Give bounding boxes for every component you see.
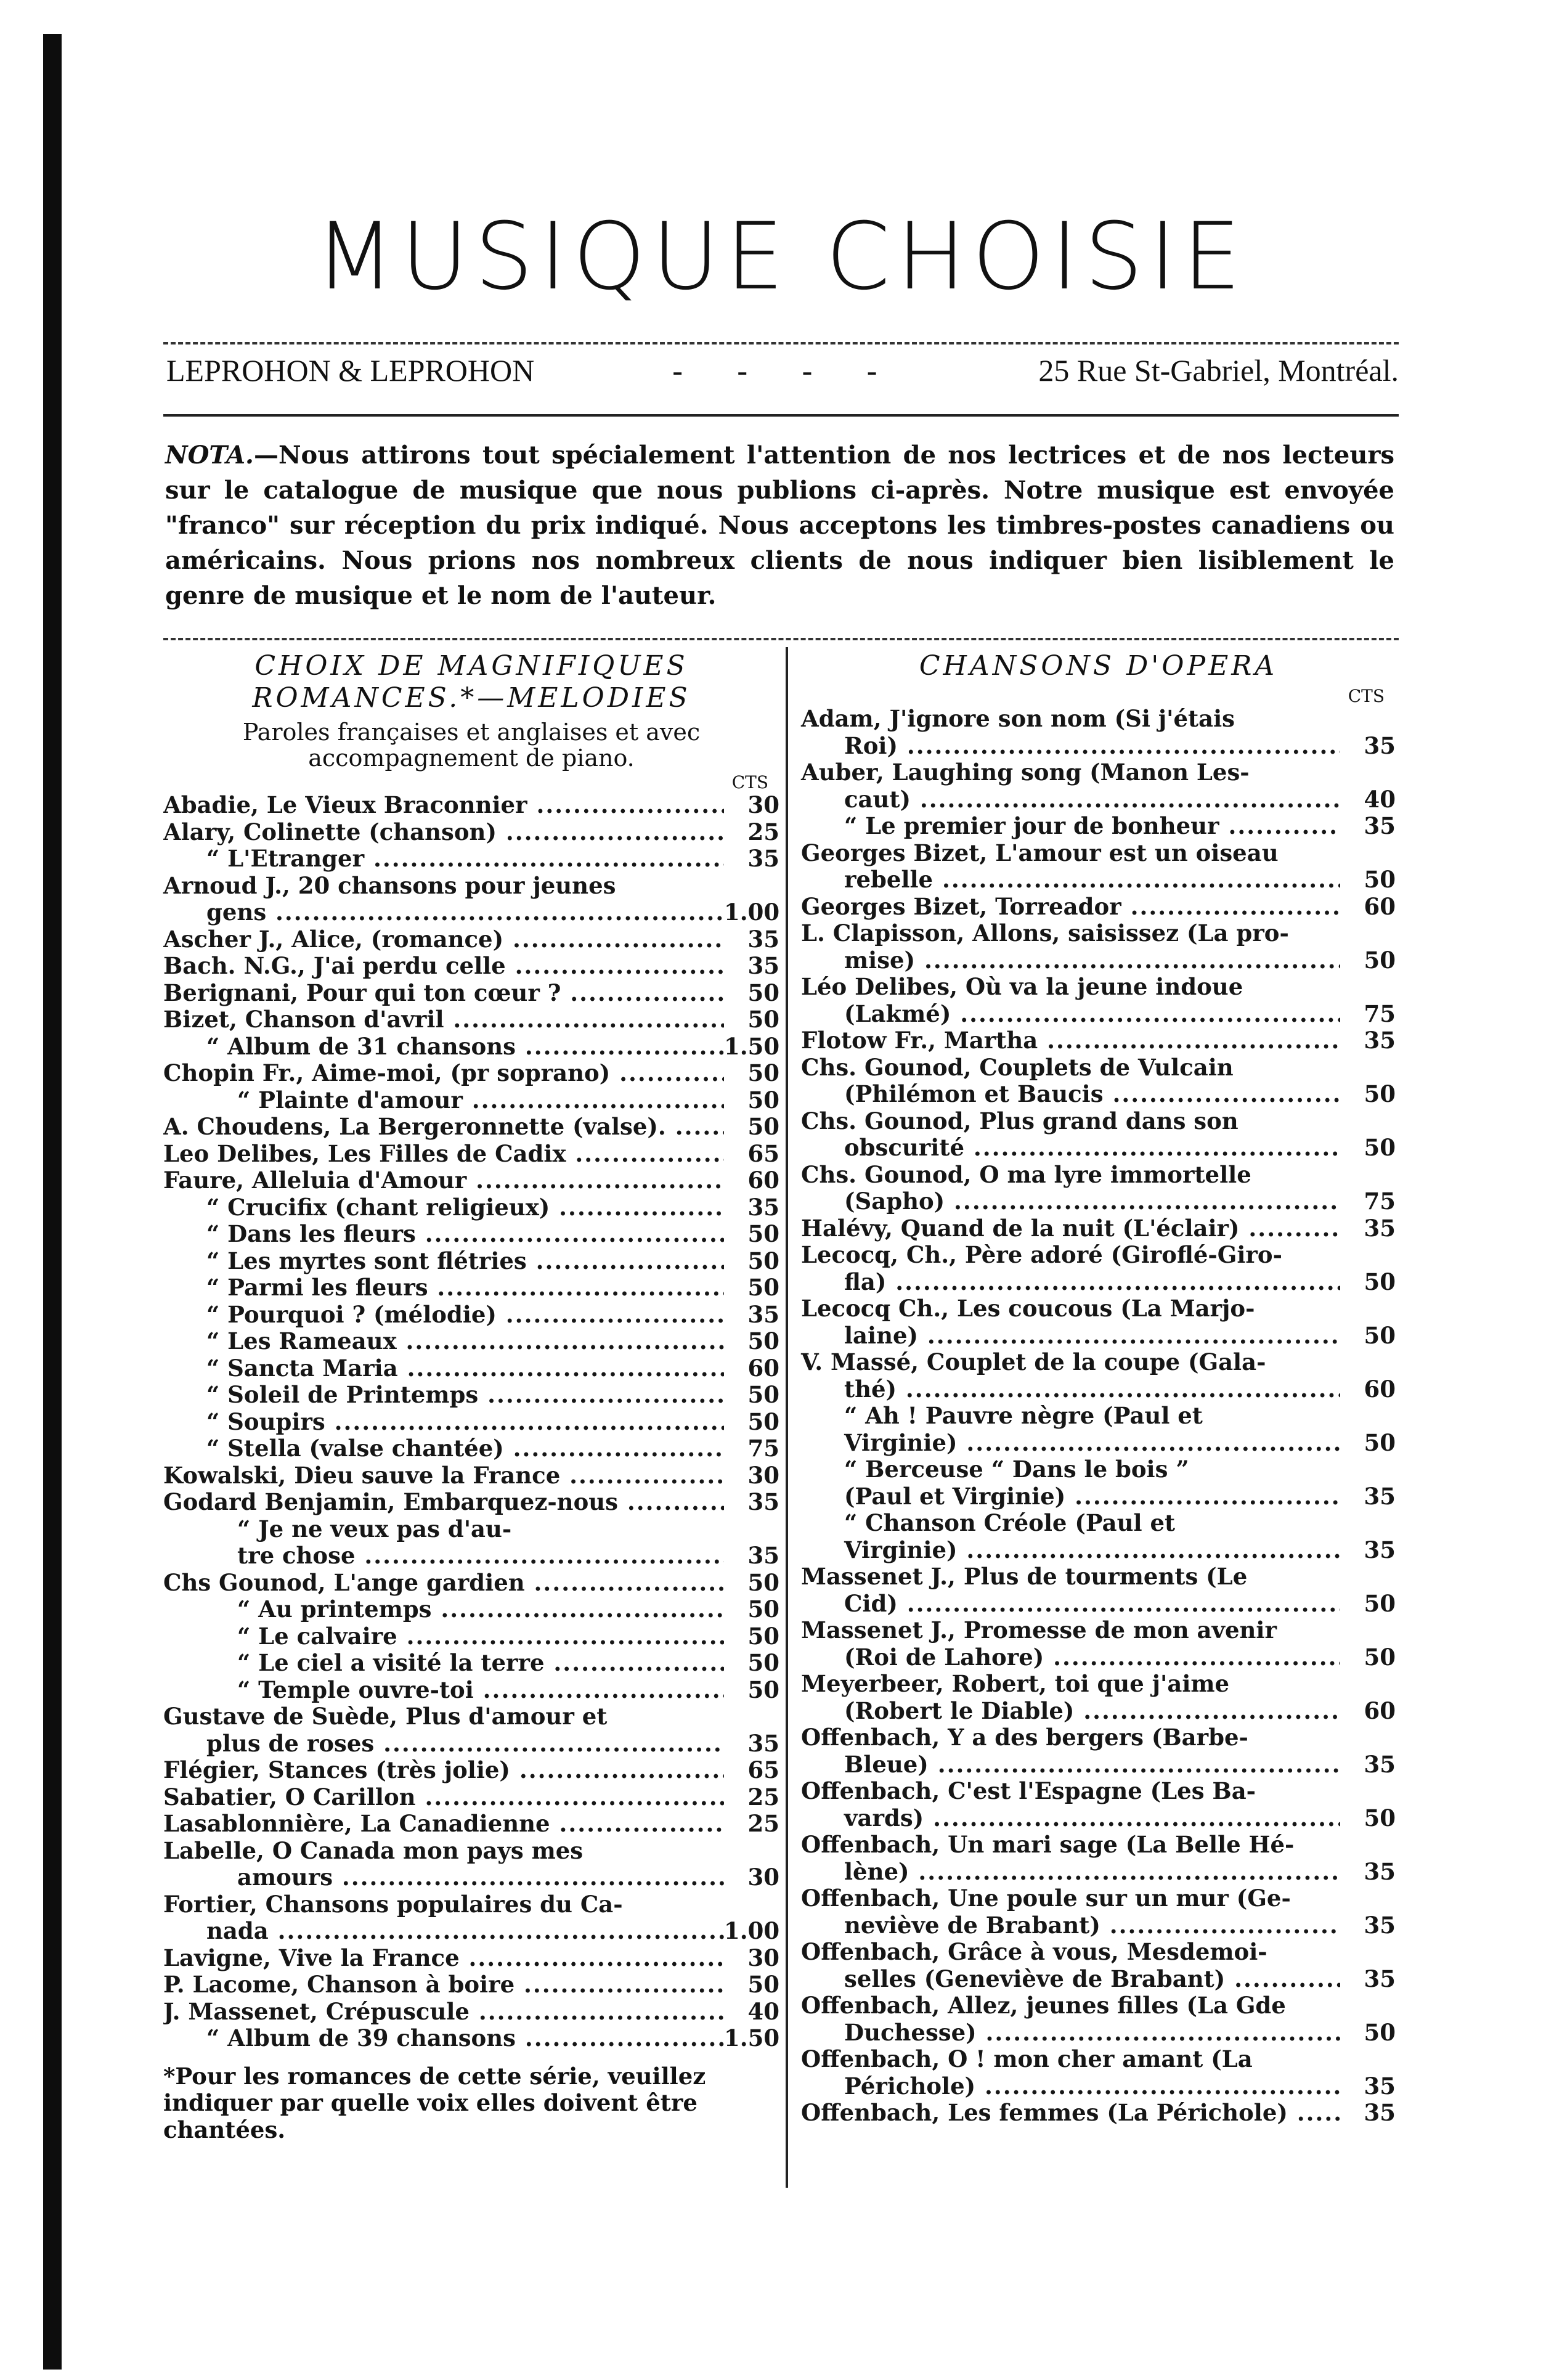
item-title: (Philémon et Baucis ..... (801, 1081, 1340, 1108)
item-title: Flégier, Stances (très jolie) ..... (163, 1757, 724, 1784)
list-item (163, 1167, 779, 1194)
item-price: 35 (1364, 812, 1396, 839)
item-price: 50 (747, 1247, 779, 1274)
publisher-dashes: - - - - (672, 353, 901, 388)
item-price: 30 (747, 1864, 779, 1891)
list-item (801, 813, 1396, 840)
publisher-rule (163, 414, 1399, 417)
publisher-line (166, 353, 1399, 388)
item-title: Georges Bizet, Torreador ..... (801, 894, 1340, 921)
item-title: laine) ..... (801, 1322, 1340, 1350)
list-item (163, 1623, 779, 1650)
list-item (801, 1751, 1396, 1779)
item-title: neviève de Brabant) ..... (801, 1912, 1340, 1939)
item-title: Virginie) ..... (801, 1430, 1340, 1457)
list-item (801, 2100, 1396, 2127)
list-item: Meyerbeer, Robert, toi que j'aime (801, 1670, 1230, 1697)
list-item (163, 1114, 779, 1141)
page-title: MUSIQUE CHOISIE (314, 203, 1248, 311)
item-price: 75 (1364, 1188, 1396, 1215)
item-price: 35 (1364, 1750, 1396, 1778)
list-item (801, 2019, 1396, 2047)
list-item (163, 1677, 779, 1704)
item-price: 50 (1364, 866, 1396, 893)
item-price: 35 (1364, 1027, 1396, 1054)
list-item (801, 1483, 1396, 1510)
item-title: “ Le calvaire ..... (163, 1623, 724, 1650)
list-item (801, 1591, 1396, 1618)
left-footnote: *Pour les romances de cette série, veuillez indiquer par quelle voix elles doivent être chantées. (163, 2062, 706, 2143)
left-price-list (163, 792, 779, 2052)
list-item: Chs. Gounod, Plus grand dans son (801, 1107, 1239, 1135)
list-item (801, 1001, 1396, 1028)
list-item (801, 1859, 1396, 1886)
item-title: Virginie) ..... (801, 1537, 1340, 1564)
list-item: Fortier, Chansons populaires du Ca- (163, 1890, 623, 1918)
list-item (163, 1033, 779, 1061)
item-title: Duchesse) ..... (801, 2019, 1340, 2047)
item-title: “ Soleil de Printemps ..... (163, 1382, 724, 1409)
item-title: nada ..... (163, 1918, 724, 1945)
item-title: Godard Benjamin, Embarquez-nous ..... (163, 1489, 724, 1516)
list-item (163, 953, 779, 980)
item-title: mise) ..... (801, 947, 1340, 974)
list-item (163, 1060, 779, 1087)
item-price: 1.00 (724, 899, 780, 926)
item-title: “ Sancta Maria ..... (163, 1355, 724, 1382)
item-title: Bach. N.G., J'ai perdu celle ..... (163, 953, 724, 980)
item-price: 35 (747, 925, 779, 953)
list-item: Offenbach, O ! mon cher amant (La (801, 2045, 1253, 2072)
list-item (801, 1430, 1396, 1457)
list-item: Labelle, O Canada mon pays mes (163, 1836, 584, 1864)
item-price: 50 (747, 1381, 779, 1408)
list-item (801, 1376, 1396, 1403)
list-item (801, 1215, 1396, 1242)
list-item (163, 926, 779, 953)
list-item (801, 1135, 1396, 1162)
list-item (163, 1302, 779, 1329)
item-price: 25 (747, 818, 779, 846)
item-price: 50 (747, 1006, 779, 1033)
item-price: 35 (747, 1300, 779, 1328)
item-title: Lavigne, Vive la France ..... (163, 1945, 724, 1972)
item-price: 35 (747, 1542, 779, 1569)
list-item (163, 1274, 779, 1302)
list-item (163, 1650, 779, 1677)
item-price: 50 (747, 1408, 779, 1435)
item-price: 30 (747, 1461, 779, 1489)
item-price: 50 (747, 1568, 779, 1596)
item-title: “ L'Etranger ..... (163, 846, 724, 873)
list-item: Gustave de Suède, Plus d'amour et (163, 1703, 608, 1730)
item-title: (Paul et Virginie) ..... (801, 1483, 1340, 1510)
list-item (163, 1489, 779, 1516)
item-title: plus de roses ..... (163, 1730, 724, 1758)
list-item (163, 1570, 779, 1597)
list-item: Arnoud J., 20 chansons pour jeunes (163, 871, 616, 899)
list-item: “ Chanson Créole (Paul et (844, 1509, 1176, 1536)
item-price: 40 (1364, 785, 1396, 813)
item-price: 1.50 (724, 1032, 780, 1060)
item-price: 40 (747, 1997, 779, 2025)
item-price: 60 (1364, 892, 1396, 920)
item-title: “ Le ciel a visité la terre ..... (163, 1650, 724, 1677)
item-title: Alary, Colinette (chanson) ..... (163, 819, 724, 846)
list-item (801, 866, 1396, 894)
list-item (801, 1805, 1396, 1832)
list-item (163, 1435, 779, 1462)
publisher-address: 25 Rue St-Gabriel, Montréal. (1038, 353, 1399, 388)
item-price: 75 (1364, 1000, 1396, 1027)
list-item: Léo Delibes, Où va la jeune indoue (801, 973, 1243, 1000)
item-price: 65 (747, 1139, 779, 1167)
list-item (801, 1912, 1396, 1939)
item-price: 1.00 (724, 1917, 780, 1944)
list-item: “ Ah ! Pauvre nègre (Paul et (844, 1402, 1203, 1429)
item-price: 35 (1364, 1214, 1396, 1242)
item-title: “ Temple ouvre-toi ..... (163, 1677, 724, 1704)
item-title: Cid) ..... (801, 1591, 1340, 1618)
item-title: J. Massenet, Crépuscule ..... (163, 1999, 724, 2026)
list-item (801, 947, 1396, 974)
list-item: Massenet J., Promesse de mon avenir (801, 1616, 1277, 1644)
list-item: Auber, Laughing song (Manon Les- (801, 759, 1250, 786)
item-title: “ Les myrtes sont flétries ..... (163, 1248, 724, 1275)
item-price: 35 (1364, 1536, 1396, 1563)
item-price: 35 (1364, 1857, 1396, 1885)
item-price: 50 (747, 1649, 779, 1676)
list-item: Chs. Gounod, Couplets de Vulcain (801, 1053, 1234, 1081)
item-price: 50 (1364, 2018, 1396, 2046)
item-price: 50 (1364, 1643, 1396, 1671)
item-price: 60 (1364, 1697, 1396, 1724)
item-price: 25 (747, 1810, 779, 1837)
item-title: (Sapho) ..... (801, 1188, 1340, 1215)
list-item (801, 2073, 1396, 2100)
item-title: “ Stella (valse chantée) ..... (163, 1435, 724, 1462)
item-title: vards) ..... (801, 1805, 1340, 1832)
item-title: Roi) ..... (801, 733, 1340, 760)
list-item (163, 1784, 779, 1811)
list-item: Massenet J., Plus de tourments (Le (801, 1563, 1248, 1590)
item-price: 50 (1364, 1804, 1396, 1832)
item-price: 30 (747, 1944, 779, 1971)
item-price: 65 (747, 1756, 779, 1783)
item-price: 60 (1364, 1375, 1396, 1403)
list-item (163, 1596, 779, 1623)
item-title: fla) ..... (801, 1269, 1340, 1296)
list-item (801, 1644, 1396, 1671)
item-title: “ Album de 39 chansons ..... (163, 2025, 724, 2052)
item-price: 35 (747, 845, 779, 872)
list-item (163, 1194, 779, 1221)
item-title: Périchole) ..... (801, 2073, 1340, 2100)
item-title: “ Album de 31 chansons ..... (163, 1033, 724, 1061)
item-title: Abadie, Le Vieux Braconnier ..... (163, 792, 724, 819)
list-item (163, 899, 779, 926)
item-price: 50 (747, 979, 779, 1006)
list-item (163, 846, 779, 873)
list-item (801, 1322, 1396, 1350)
item-title: Halévy, Quand de la nuit (L'éclair) ..... (801, 1215, 1340, 1242)
item-price: 35 (747, 1488, 779, 1515)
item-title: thé) ..... (801, 1376, 1340, 1403)
item-price: 50 (1364, 1134, 1396, 1161)
item-price: 25 (747, 1783, 779, 1811)
item-title: gens ..... (163, 899, 724, 926)
list-item (801, 1027, 1396, 1054)
left-heading-line-2: ROMANCES.*—MELODIES (252, 682, 691, 714)
item-title: “ Crucifix (chant religieux) ..... (163, 1194, 724, 1221)
item-price: 35 (1364, 1482, 1396, 1510)
list-item (801, 786, 1396, 813)
list-item: Offenbach, C'est l'Espagne (Les Ba- (801, 1777, 1256, 1804)
item-price: 35 (747, 1193, 779, 1221)
item-title: Kowalski, Dieu sauve la France ..... (163, 1462, 724, 1490)
item-price: 75 (747, 1435, 779, 1462)
list-item (163, 1543, 779, 1570)
publisher-name: LEPROHON & LEPROHON (166, 353, 535, 388)
list-item (163, 1971, 779, 1999)
list-item (801, 1188, 1396, 1215)
item-title: caut) ..... (801, 786, 1340, 813)
item-title: Lasablonnière, La Canadienne ..... (163, 1811, 724, 1838)
left-column (163, 650, 779, 2143)
list-item (163, 1355, 779, 1382)
list-item: “ Je ne veux pas d'au- (237, 1515, 512, 1543)
nota-paragraph (165, 438, 1394, 613)
list-item (163, 819, 779, 846)
item-title: Offenbach, Les femmes (La Périchole) ..... (801, 2100, 1340, 2127)
left-cts-label: CTS (731, 772, 768, 793)
item-price: 50 (747, 1086, 779, 1114)
list-item (801, 1966, 1396, 1993)
list-item (163, 1328, 779, 1355)
list-item (163, 1087, 779, 1114)
item-title: selles (Geneviève de Brabant) ..... (801, 1966, 1340, 1993)
list-item: L. Clapisson, Allons, saisissez (La pro- (801, 919, 1289, 947)
item-title: Berignani, Pour qui ton cœur ? ..... (163, 980, 724, 1007)
item-price: 35 (1364, 1911, 1396, 1939)
list-item (163, 1864, 779, 1891)
list-item: Adam, J'ignore son nom (Si j'étais (801, 705, 1235, 732)
item-title: “ Plainte d'amour ..... (163, 1087, 724, 1114)
list-item (163, 1945, 779, 1972)
item-title: Faure, Alleluia d'Amour ..... (163, 1167, 724, 1194)
item-title: obscurité ..... (801, 1135, 1340, 1162)
item-price: 50 (747, 1274, 779, 1301)
right-price-list (801, 706, 1396, 2127)
page-binding-edge (43, 34, 62, 2370)
right-heading-line-1: CHANSONS D'OPERA (919, 650, 1278, 682)
right-heading (801, 650, 1396, 682)
item-title: Bleue) ..... (801, 1751, 1340, 1779)
list-item: Offenbach, Allez, jeunes filles (La Gde (801, 1992, 1286, 2019)
item-title: “ Soupirs ..... (163, 1409, 724, 1436)
item-title: Ascher J., Alice, (romance) ..... (163, 926, 724, 953)
list-item: Lecocq Ch., Les coucous (La Marjo- (801, 1295, 1255, 1322)
item-title: “ Dans les fleurs ..... (163, 1221, 724, 1248)
item-title: P. Lacome, Chanson à boire ..... (163, 1971, 724, 1999)
list-item (801, 1537, 1396, 1564)
item-price: 35 (747, 1729, 779, 1757)
item-title: Chopin Fr., Aime-moi, (pr soprano) ..... (163, 1060, 724, 1087)
list-item (163, 2025, 779, 2052)
item-title: “ Au printemps ..... (163, 1596, 724, 1623)
list-item: Offenbach, Y a des bergers (Barbe- (801, 1724, 1248, 1751)
item-price: 60 (747, 1167, 779, 1194)
item-price: 50 (1364, 946, 1396, 974)
item-price: 1.50 (724, 2024, 780, 2052)
item-price: 50 (747, 1327, 779, 1355)
right-column (801, 650, 1396, 2127)
list-item: Offenbach, Une poule sur un mur (Ge- (801, 1885, 1291, 1912)
nota-text: —Nous attirons tout spécialement l'attention de nos lectrices et de nos lecteurs sur le catalogue de musique que nous publions ci-après. Notre musique est envoyée "franco" sur réception du prix indiqué. Nous acceptons les timbres-postes canadiens ou américains. Nous prions nos nombreux clients de nous indiquer bien lisiblement le genre de musique et le nom de l'auteur. (165, 441, 1394, 610)
right-cts-label: CTS (1348, 686, 1385, 706)
title-rule (163, 342, 1399, 344)
left-subheading: Paroles françaises et anglaises et avec accompagnement de piano. (242, 719, 701, 772)
item-title: (Roi de Lahore) ..... (801, 1644, 1340, 1671)
item-title: tre chose ..... (163, 1543, 724, 1570)
list-item (801, 1081, 1396, 1108)
item-title: “ Parmi les fleurs ..... (163, 1274, 724, 1302)
list-item: Lecocq, Ch., Père adoré (Giroflé-Giro- (801, 1241, 1282, 1268)
item-title: Flotow Fr., Martha ..... (801, 1027, 1340, 1054)
left-heading (163, 650, 779, 714)
item-price: 30 (747, 791, 779, 818)
item-price: 50 (1364, 1268, 1396, 1295)
list-item (163, 1141, 779, 1168)
list-item (163, 1382, 779, 1409)
list-item (163, 1221, 779, 1248)
list-item (163, 1811, 779, 1838)
item-title: A. Choudens, La Bergeronnette (valse). ..... (163, 1114, 724, 1141)
list-item (801, 733, 1396, 760)
list-item: Offenbach, Grâce à vous, Mesdemoi- (801, 1938, 1267, 1965)
list-item (163, 1462, 779, 1490)
column-divider (786, 647, 788, 2188)
item-price: 50 (1364, 1589, 1396, 1617)
list-item: Offenbach, Un mari sage (La Belle Hé- (801, 1831, 1295, 1858)
item-title: (Robert le Diable) ..... (801, 1698, 1340, 1725)
list-item (801, 1698, 1396, 1725)
item-title: “ Pourquoi ? (mélodie) ..... (163, 1302, 724, 1329)
list-item (163, 1248, 779, 1275)
list-item: “ Berceuse “ Dans le bois ” (844, 1456, 1189, 1483)
item-price: 35 (747, 952, 779, 979)
item-price: 35 (1364, 1965, 1396, 1992)
item-title: lène) ..... (801, 1859, 1340, 1886)
item-price: 50 (747, 1059, 779, 1086)
list-item: Georges Bizet, L'amour est un oiseau (801, 839, 1279, 866)
nota-rule (163, 638, 1399, 640)
item-title: Leo Delibes, Les Filles de Cadix ..... (163, 1141, 724, 1168)
list-item (163, 1730, 779, 1758)
list-item: Chs. Gounod, O ma lyre immortelle (801, 1160, 1251, 1188)
item-title: Bizet, Chanson d'avril ..... (163, 1006, 724, 1033)
item-title: rebelle ..... (801, 866, 1340, 894)
list-item (163, 1918, 779, 1945)
list-item (163, 1999, 779, 2026)
nota-lead: NOTA. (165, 441, 254, 470)
item-price: 50 (1364, 1428, 1396, 1456)
list-item (163, 980, 779, 1007)
list-item (163, 1006, 779, 1033)
item-title: “ Le premier jour de bonheur ..... (801, 813, 1340, 840)
item-price: 50 (747, 1113, 779, 1140)
list-item (163, 792, 779, 819)
item-price: 35 (1364, 732, 1396, 759)
item-price: 35 (1364, 2072, 1396, 2100)
item-title: Sabatier, O Carillon ..... (163, 1784, 724, 1811)
list-item: V. Massé, Couplet de la coupe (Gala- (801, 1348, 1266, 1375)
item-title: (Lakmé) ..... (801, 1001, 1340, 1028)
list-item (801, 894, 1396, 921)
item-price: 50 (747, 1622, 779, 1650)
item-price: 50 (747, 1676, 779, 1703)
item-price: 50 (1364, 1080, 1396, 1107)
item-price: 50 (747, 1971, 779, 1998)
item-price: 60 (747, 1354, 779, 1382)
item-title: Chs Gounod, L'ange gardien ..... (163, 1570, 724, 1597)
list-item (163, 1409, 779, 1436)
left-heading-line-1: CHOIX DE MAGNIFIQUES (254, 650, 688, 682)
list-item (801, 1269, 1396, 1296)
item-title: amours ..... (163, 1864, 724, 1891)
list-item (163, 1757, 779, 1784)
item-title: “ Les Rameaux ..... (163, 1328, 724, 1355)
item-price: 50 (747, 1595, 779, 1623)
item-price: 50 (1364, 1321, 1396, 1349)
item-price: 50 (747, 1220, 779, 1247)
item-price: 35 (1364, 2099, 1396, 2126)
